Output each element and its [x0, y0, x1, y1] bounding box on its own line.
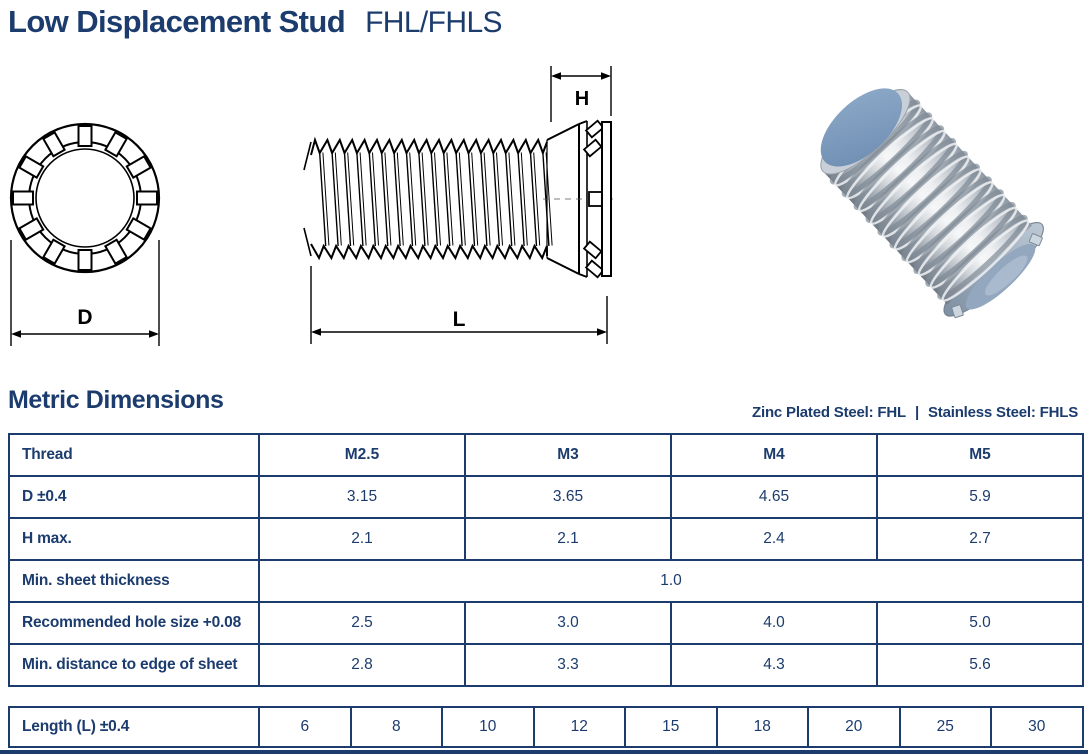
row-label: Recommended hole size +0.08	[9, 602, 259, 644]
h-dimension-arrow	[551, 72, 611, 80]
length-value: 6	[259, 707, 351, 747]
materials-separator: |	[914, 404, 919, 421]
material-stainless: Stainless Steel: FHLS	[927, 404, 1078, 421]
table-row-h-max	[9, 518, 1083, 560]
thread-m5: M5	[877, 434, 1083, 476]
cell-value: 3.3	[465, 644, 671, 686]
thread-m4: M4	[671, 434, 877, 476]
table-row-d	[9, 476, 1083, 518]
length-value: 10	[442, 707, 534, 747]
part-code: FHL/FHLS	[365, 6, 502, 39]
cell-value: 4.3	[671, 644, 877, 686]
dimension-label-l: L	[452, 308, 466, 331]
cell-value: 2.1	[465, 518, 671, 560]
ring-circle	[29, 142, 141, 254]
cell-value: 5.6	[877, 644, 1083, 686]
cell-value: 2.1	[259, 518, 465, 560]
cell-value: 2.8	[259, 644, 465, 686]
metric-dimensions-table	[8, 433, 1084, 687]
table-row-hole-size	[9, 602, 1083, 644]
material-zinc: Zinc Plated Steel: FHL	[752, 404, 906, 421]
serration-ring	[13, 126, 157, 270]
footer-rule	[0, 750, 1088, 754]
length-value: 8	[351, 707, 443, 747]
page-header	[8, 4, 502, 40]
table-row-thread	[9, 434, 1083, 476]
stud-render	[795, 63, 1057, 331]
bore-circle	[36, 149, 134, 247]
cell-value: 2.4	[671, 518, 877, 560]
row-label: Min. sheet thickness	[9, 560, 259, 602]
cell-value: 2.5	[259, 602, 465, 644]
length-value: 25	[900, 707, 992, 747]
row-label: Min. distance to edge of sheet	[9, 644, 259, 686]
length-value: 12	[534, 707, 626, 747]
page-title: Low Displacement Stud	[8, 4, 346, 39]
cell-value: 4.0	[671, 602, 877, 644]
cell-value: 4.65	[671, 476, 877, 518]
row-label: Length (L) ±0.4	[9, 707, 259, 747]
d-dimension-arrow	[11, 330, 159, 338]
length-value: 30	[991, 707, 1083, 747]
table-row-min-sheet	[9, 560, 1083, 602]
length-value: 15	[625, 707, 717, 747]
thread-profile	[304, 140, 552, 258]
head-serrations	[584, 121, 611, 277]
length-value: 20	[808, 707, 900, 747]
cell-value: 5.9	[877, 476, 1083, 518]
thread-m3: M3	[465, 434, 671, 476]
cell-value: 3.15	[259, 476, 465, 518]
cell-value: 5.0	[877, 602, 1083, 644]
table-row-length	[9, 707, 1083, 747]
product-photo-3d	[792, 50, 1088, 340]
materials-note	[752, 404, 1078, 421]
cell-span-value: 1.0	[259, 560, 1083, 602]
row-label: D ±0.4	[9, 476, 259, 518]
cell-value: 3.0	[465, 602, 671, 644]
dimension-label-d: D	[77, 306, 93, 329]
row-label: H max.	[9, 518, 259, 560]
length-value: 18	[717, 707, 809, 747]
cell-value: 3.65	[465, 476, 671, 518]
front-view-drawing	[2, 100, 178, 356]
section-heading: Metric Dimensions	[8, 386, 224, 414]
cell-value: 2.7	[877, 518, 1083, 560]
thread-m25: M2.5	[259, 434, 465, 476]
table-row-edge-distance	[9, 644, 1083, 686]
length-table	[8, 706, 1084, 748]
row-label: Thread	[9, 434, 259, 476]
side-view-drawing	[295, 58, 635, 350]
dimension-label-h: H	[574, 88, 590, 110]
